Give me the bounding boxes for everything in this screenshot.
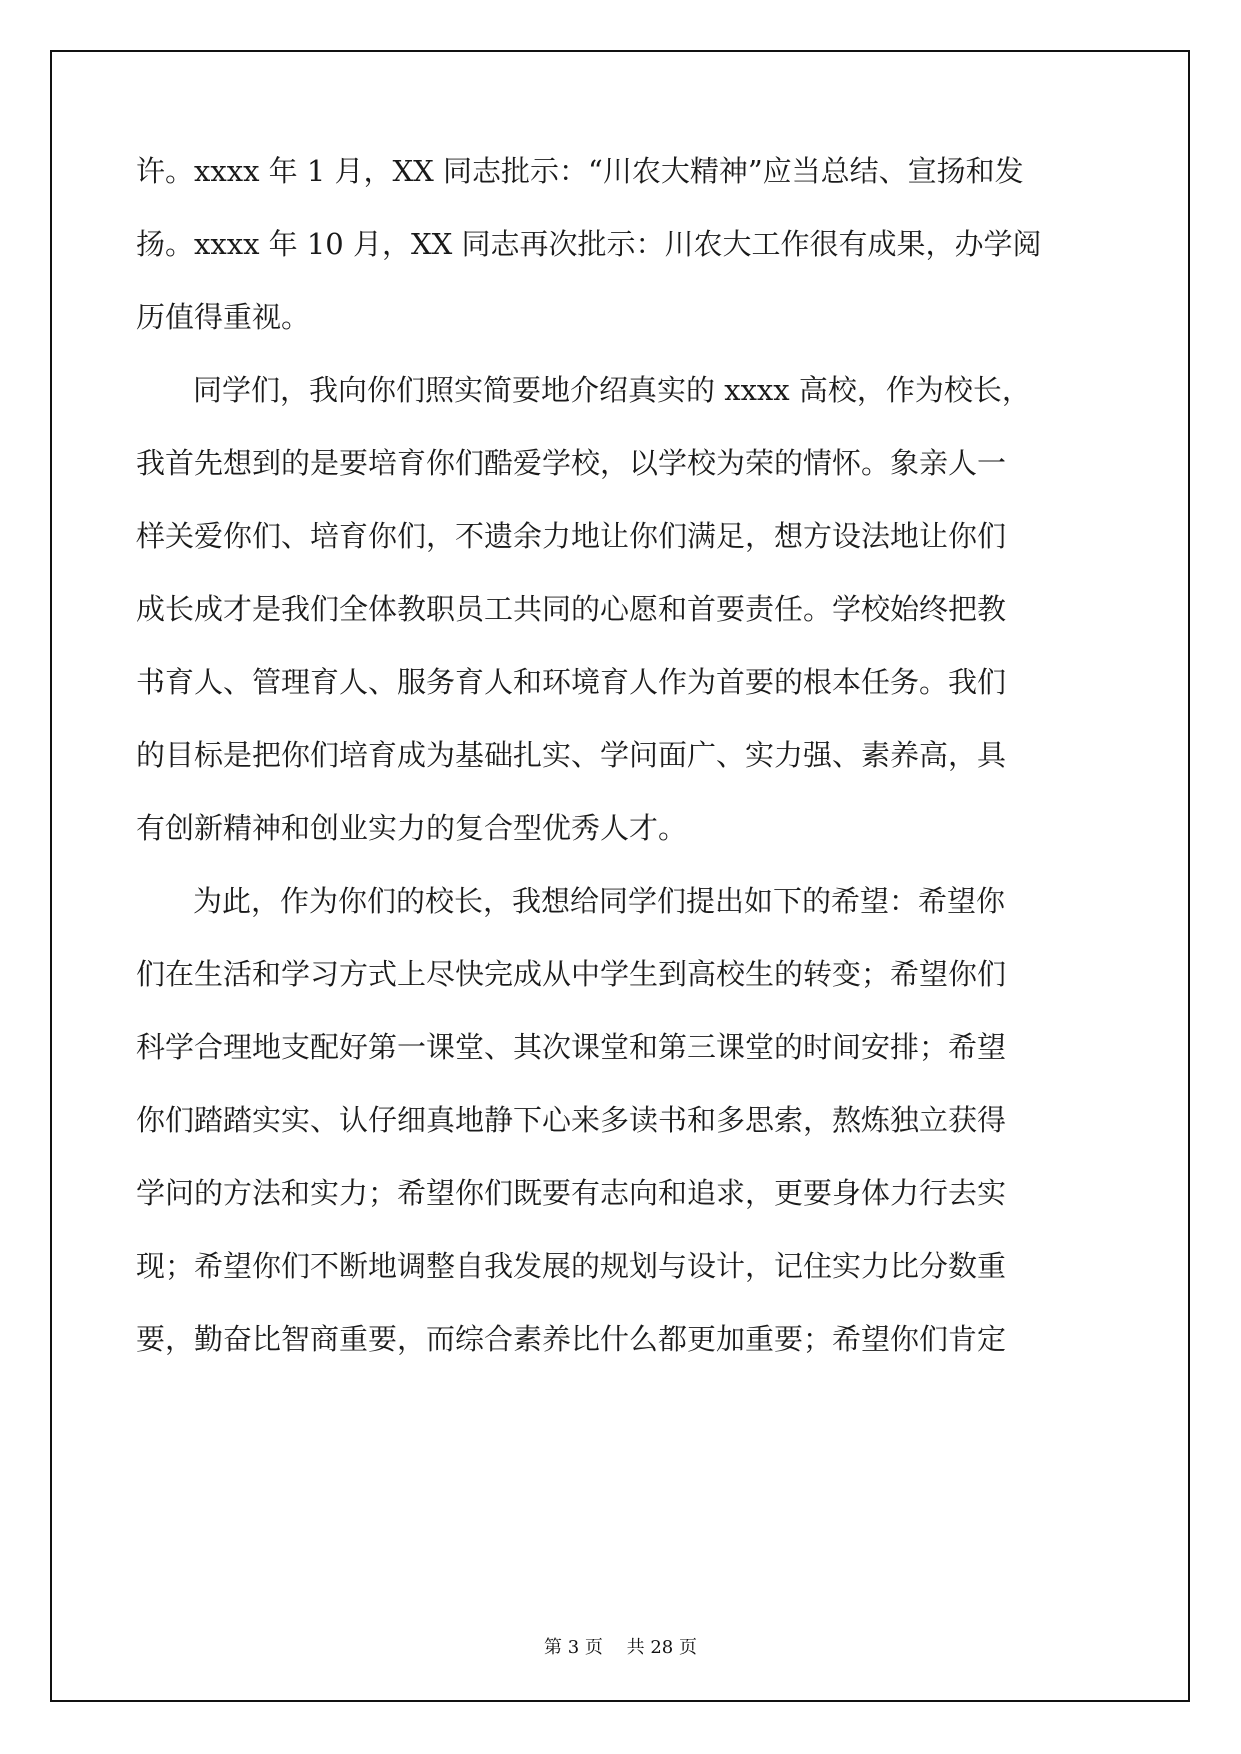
text-line: 我首先想到的是要培育你们酷爱学校，以学校为荣的情怀。象亲人一 bbox=[136, 446, 1007, 480]
text-line: 书育人、管理育人、服务育人和环境育人作为首要的根本任务。我们 bbox=[136, 665, 1007, 699]
text-line: 学问的方法和实力；希望你们既要有志向和追求，更要身体力行去实 bbox=[136, 1176, 1007, 1210]
text-line: 们在生活和学习方式上尽快完成从中学生到高校生的转变；希望你们 bbox=[136, 957, 1007, 991]
paragraph-first-line: 为此，作为你们的校长，我想给同学们提出如下的希望：希望你 bbox=[193, 884, 1006, 918]
text-line: 科学合理地支配好第一课堂、其次课堂和第三课堂的时间安排；希望 bbox=[136, 1030, 1007, 1064]
text-line: 样关爱你们、培育你们，不遗余力地让你们满足，想方设法地让你们 bbox=[136, 519, 1007, 553]
text-line: 要，勤奋比智商重要，而综合素养比什么都更加重要；希望你们肯定 bbox=[136, 1322, 1007, 1356]
page-border bbox=[50, 50, 1190, 1702]
paragraph-first-line: 同学们，我向你们照实简要地介绍真实的 xxxx 高校，作为校长， bbox=[193, 373, 1031, 407]
text-line: 有创新精神和创业实力的复合型优秀人才。 bbox=[136, 811, 688, 845]
text-line: 扬。xxxx 年 10 月，XX 同志再次批示：川农大工作很有成果，办学阅 bbox=[136, 227, 1042, 261]
text-line: 历值得重视。 bbox=[136, 300, 311, 334]
text-line: 你们踏踏实实、认仔细真地静下心来多读书和多思索，熬炼独立获得 bbox=[136, 1103, 1007, 1137]
page-number-footer: 第 3 页 共 28 页 bbox=[544, 1637, 697, 1658]
text-line: 现；希望你们不断地调整自我发展的规划与设计，记住实力比分数重 bbox=[136, 1249, 1007, 1283]
text-line: 的目标是把你们培育成为基础扎实、学问面广、实力强、素养高，具 bbox=[136, 738, 1007, 772]
text-line: 许。xxxx 年 1 月，XX 同志批示：“川农大精神”应当总结、宣扬和发 bbox=[136, 154, 1024, 188]
text-line: 成长成才是我们全体教职员工共同的心愿和首要责任。学校始终把教 bbox=[136, 592, 1007, 626]
